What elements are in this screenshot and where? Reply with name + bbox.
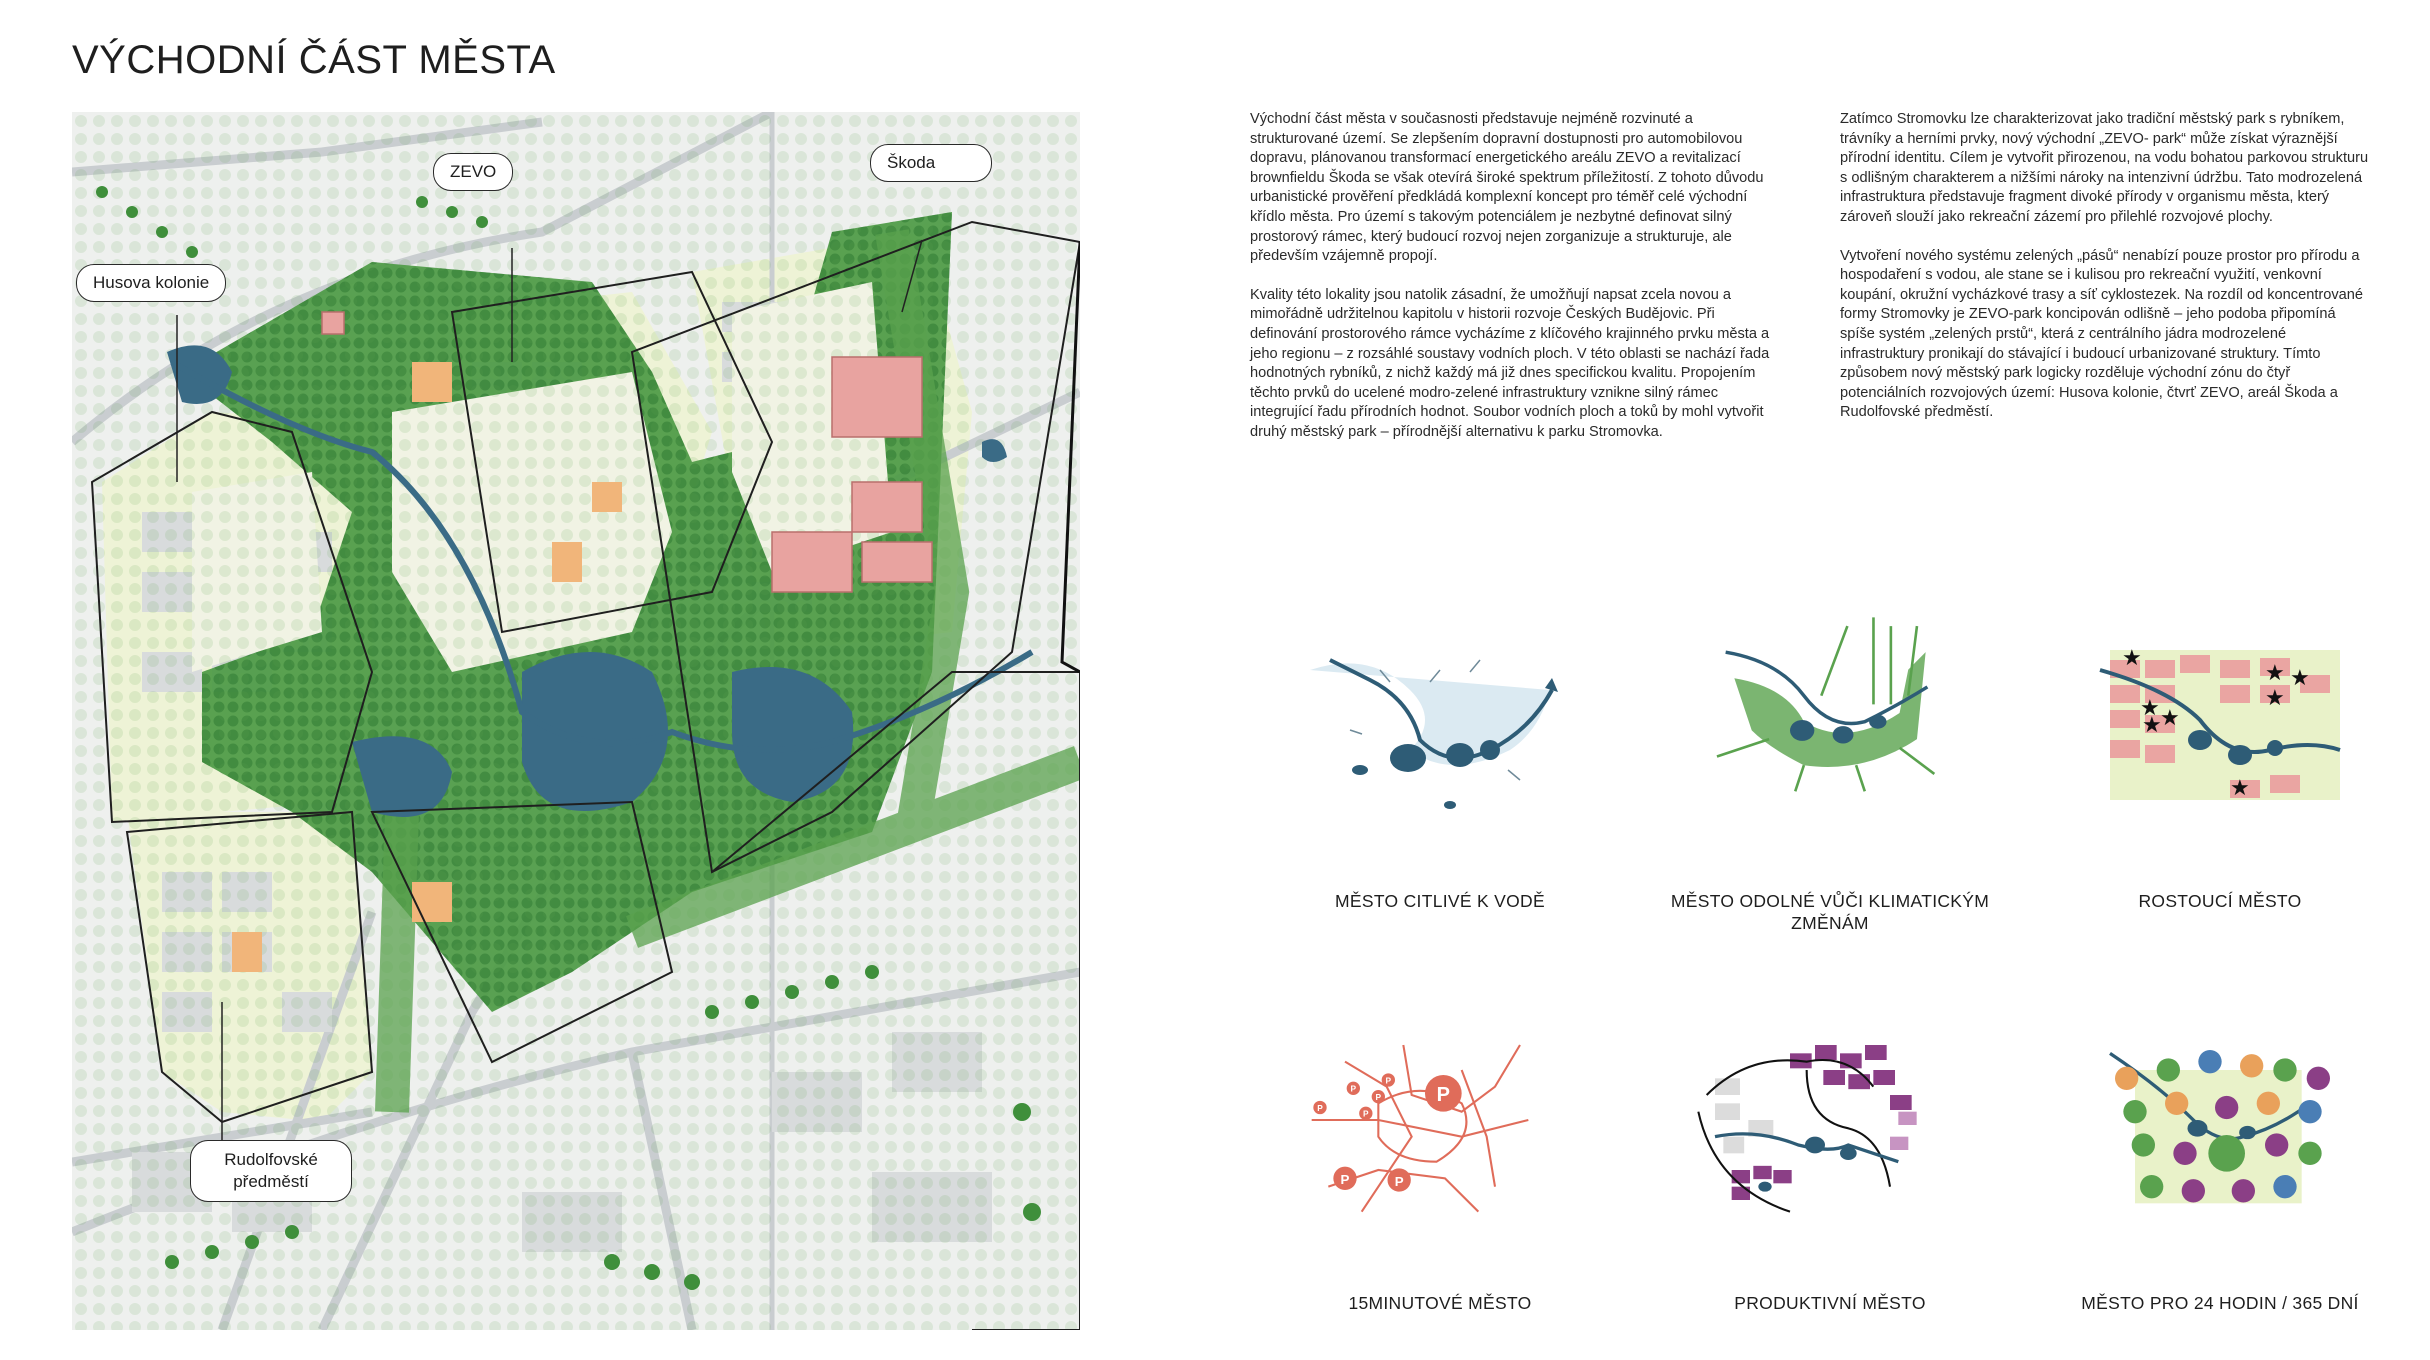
paragraph: Kvality této lokality jsou natolik zásadní, že umožňují napsat zcela novou a mimořádně udržitelnou kapitolu v historii rozvoje Českých Budějovic. Při definování prostorového rámce vycházíme z klíčového krajinného prvku města a jeho regionu – z rozsáhlé soustavy vodních ploch. V této oblasti se nachází řada hodnotných rybníků, z nichž každý má již dnes specifickou kvalitu. Propojením těchto prvků do ucelené modro-zelené infrastruktury vznikne silný rámec integrující řadu přírodních hodnot. Soubor vodních ploch a toků by mohl vytvořit druhý městský park – přírodnější alternativu k parku Stromovka. [1250,286,1770,440]
caption-growing-city: ROSTOUCÍ MĚSTO [2138,891,2302,911]
svg-text:P: P [1317,1102,1323,1113]
svg-text:P: P [1375,1092,1382,1102]
svg-text:P: P [1340,1172,1350,1188]
label-zevo: ZEVO [433,153,513,191]
paragraph: Východní část města v současnosti představuje nejméně rozvinuté a strukturované území. Se zlepšením dopravní dostupnosti pro automobilovou dopravu, plánovanou transformací energetického areálu ZEVO a revitalizací brownfieldu Škoda se však otevírá široké spektrum příležitostí. Z tohoto důvodu urbanistické prověření předkládá komplexní koncept pro téměř celé východní křídlo města. Pro území s takovým potenciálem je nezbytné definovat silný prostorový rámec, který budoucí rozvoj nejen zorganizuje a strukturuje, ale především vzájemně propojí. [1250,111,1764,265]
svg-text:★: ★ [2230,776,2250,801]
text-column-right [1840,110,2370,442]
svg-text:★: ★ [2290,666,2310,691]
label-husova-kolonie: Husova kolonie [76,264,226,302]
city-24-7-icon [2060,1020,2360,1220]
svg-text:P: P [1350,1083,1357,1094]
growing-city-icon [2070,630,2370,830]
svg-text:★: ★ [2265,686,2285,711]
svg-text:★: ★ [2160,706,2180,731]
page-title: VÝCHODNÍ ČÁST MĚSTA [72,38,556,82]
productive-city-icon [1665,1020,1965,1220]
svg-text:P: P [1363,1108,1369,1119]
svg-text:P: P [1385,1075,1392,1086]
caption-water-sensitive: MĚSTO CITLIVÉ K VODĚ [1335,891,1545,911]
caption-24-7-city: MĚSTO PRO 24 HODIN / 365 DNÍ [2081,1293,2359,1313]
svg-text:P: P [1394,1173,1404,1189]
fifteen-minute-icon [1270,1020,1570,1220]
caption-climate-resilient: MĚSTO ODOLNÉ VŮČI KLIMATICKÝM ZMĚNÁM [1670,891,1990,933]
svg-text:★: ★ [2140,696,2160,721]
water-sensitive-icon [1290,630,1590,830]
label-rudolfovske-predmesti: Rudolfovské předměstí [190,1140,352,1202]
svg-text:P: P [1436,1083,1451,1106]
svg-text:★: ★ [2265,661,2285,686]
svg-text:★: ★ [2142,713,2162,738]
caption-productive-city: PRODUKTIVNÍ MĚSTO [1734,1293,1926,1313]
climate-resilient-icon [1680,600,1980,800]
text-column-left [1250,110,1780,462]
label-skoda: Škoda [870,144,992,182]
svg-text:★: ★ [2122,646,2142,671]
paragraph: Zatímco Stromovku lze charakterizovat jako tradiční městský park s rybníkem, trávníky a herními prvky, nový východní „ZEVO- park“ může získat výraznější přírodní identitu. Cílem je vytvořit přirozenou, na vodu bohatou parkovou strukturu s odlišným charakterem a nižšími nároky na intenzivní údržbu. Tato modrozelená infrastruktura představuje fragment divoké přírody v organismu města, který zároveň slouží jako rekreační zázemí pro přilehlé rozvojové plochy. [1840,111,2369,225]
paragraph: Vytvoření nového systému zelených „pásů“ nenabízí pouze prostor pro přírodu a hospodaření s vodou, ale stane se i kulisou pro rekreační využití, venkovní koupání, okružní vycházkové trasy a síť cyklostezek. Na rozdíl od koncentrované formy Stromovky je ZEVO-park koncipován odlišně – jeho podoba připomíná spíše systém „zelených prstů“, která z centrálního jádra modrozelené infrastruktury pronikají do stávající i budoucí urbanizované struktury. Tímto způsobem nový městský park logicky rozděluje východní zónu do čtyř potenciálních rozvojových území: Husova kolonie, čtvrť ZEVO, areál Škoda a Rudolfovské předměstí. [1840,247,2363,421]
caption-15-minute-city: 15MINUTOVÉ MĚSTO [1348,1293,1532,1313]
